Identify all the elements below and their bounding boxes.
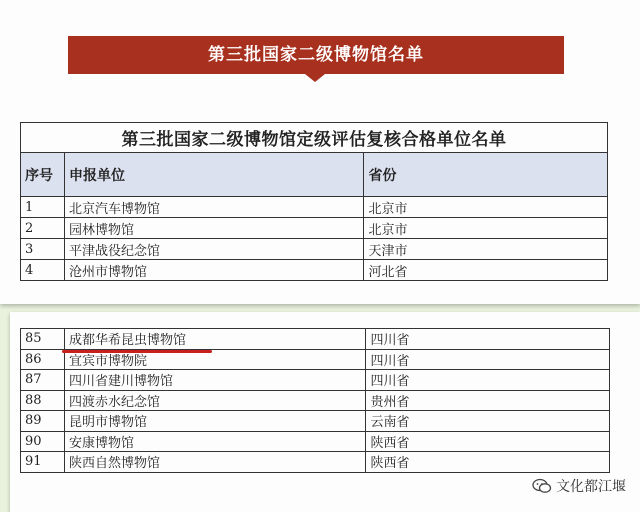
cell-province: 贵州省 [366, 390, 610, 411]
cell-province: 北京市 [364, 218, 608, 239]
cell-no: 89 [21, 411, 65, 432]
museum-list-table-1 [20, 122, 608, 281]
cell-unit: 园林博物馆 [64, 218, 364, 239]
header-province: 省份 [364, 153, 608, 197]
highlight-underline [62, 350, 212, 353]
header-unit: 申报单位 [64, 153, 364, 197]
cell-unit: 宜宾市博物院 [64, 349, 366, 370]
cell-unit: 沧州市博物馆 [64, 260, 364, 281]
cell-province: 四川省 [366, 370, 610, 391]
banner-title: 第三批国家二级博物馆名单 [68, 36, 564, 74]
cell-province: 云南省 [366, 411, 610, 432]
cell-province: 河北省 [364, 260, 608, 281]
table-row [21, 329, 610, 350]
table-row [21, 239, 608, 260]
cell-no: 4 [21, 260, 65, 281]
cell-unit: 四川省建川博物馆 [64, 370, 366, 391]
cell-unit: 昆明市博物馆 [64, 411, 366, 432]
table-title: 第三批国家二级博物馆定级评估复核合格单位名单 [21, 123, 608, 153]
table-title-row [21, 123, 608, 153]
cell-no: 1 [21, 197, 65, 218]
cell-no: 86 [21, 349, 65, 370]
table-row [21, 218, 608, 239]
table-row [21, 431, 610, 452]
cell-unit: 安康博物馆 [64, 431, 366, 452]
cell-province: 陕西省 [366, 452, 610, 473]
watermark-text: 文化都江堰 [556, 479, 626, 495]
cell-no: 90 [21, 431, 65, 452]
watermark [532, 476, 626, 496]
table-row [21, 452, 610, 473]
cell-province: 天津市 [364, 239, 608, 260]
cell-province: 四川省 [366, 329, 610, 350]
table-row [21, 260, 608, 281]
cell-no: 87 [21, 370, 65, 391]
table-row [21, 197, 608, 218]
cell-no: 85 [21, 329, 65, 350]
table-header-row [21, 153, 608, 197]
cell-no: 3 [21, 239, 65, 260]
cell-unit: 陕西自然博物馆 [64, 452, 366, 473]
cell-province: 四川省 [366, 349, 610, 370]
cell-unit: 北京汽车博物馆 [64, 197, 364, 218]
table-row [21, 411, 610, 432]
wechat-icon [532, 478, 552, 494]
cell-province: 陕西省 [366, 431, 610, 452]
cell-unit: 四渡赤水纪念馆 [64, 390, 366, 411]
cell-no: 91 [21, 452, 65, 473]
header-no: 序号 [21, 153, 65, 197]
cell-unit: 平津战役纪念馆 [64, 239, 364, 260]
cell-province: 北京市 [364, 197, 608, 218]
cell-no: 88 [21, 390, 65, 411]
cell-no: 2 [21, 218, 65, 239]
banner-notch [305, 74, 325, 82]
table-row [21, 390, 610, 411]
cell-unit: 成都华希昆虫博物馆 [64, 329, 366, 350]
table-row [21, 370, 610, 391]
